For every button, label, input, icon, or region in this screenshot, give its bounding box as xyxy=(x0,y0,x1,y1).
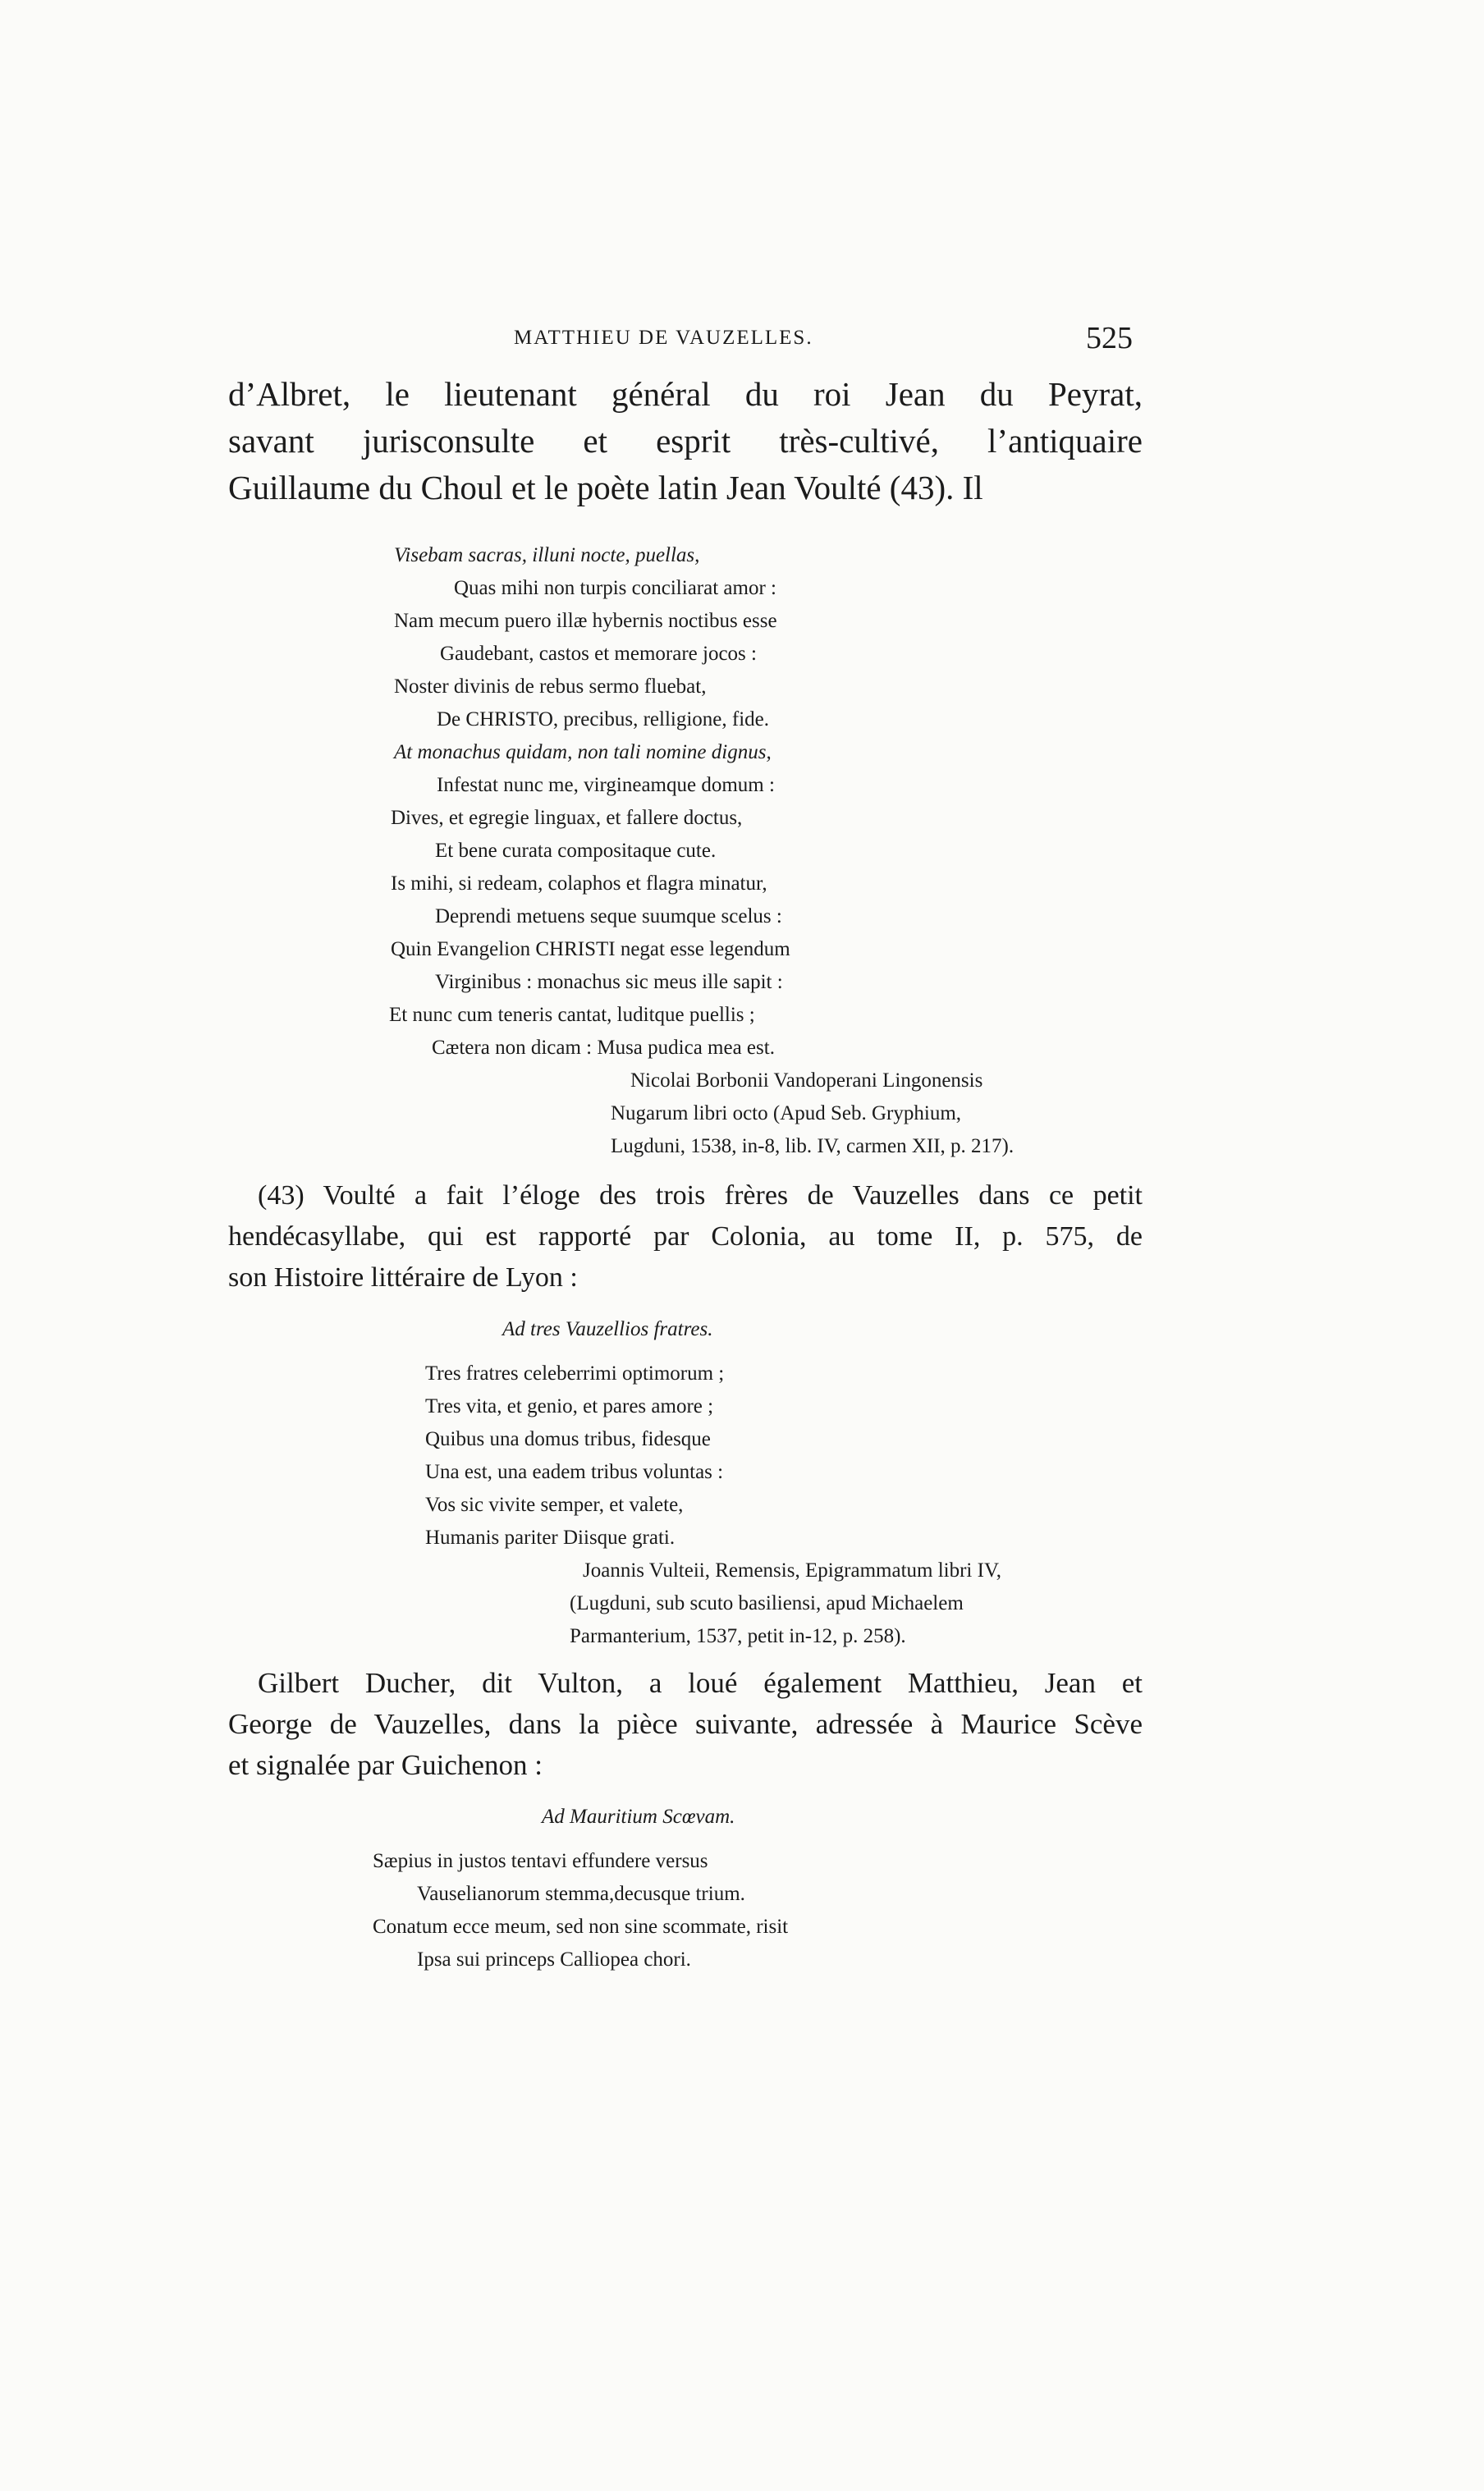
note-43 xyxy=(228,1175,1143,1298)
verse-line: Virginibus : monachus sic meus ille sapit : xyxy=(435,971,783,993)
citation-line: Nugarum libri octo (Apud Seb. Gryphium, xyxy=(611,1102,962,1124)
verse-line: Quin Evangelion CHRISTI negat esse legendum xyxy=(391,938,790,960)
intro-paragraph xyxy=(228,371,1143,511)
paragraph-line: Gilbert Ducher, dit Vulton, a loué également Matthieu, Jean et xyxy=(258,1667,1143,1699)
verse-line: Quibus una domus tribus, fidesque xyxy=(425,1428,711,1450)
citation-line: Joannis Vulteii, Remensis, Epigrammatum libri IV, xyxy=(583,1559,1002,1582)
verse-line: Dives, et egregie linguax, et fallere doctus, xyxy=(391,807,743,829)
verse-line: Tres vita, et genio, et pares amore ; xyxy=(425,1395,714,1417)
verse-line: Cætera non dicam : Musa pudica mea est. xyxy=(432,1037,775,1059)
paragraph-line: d’Albret, le lieutenant général du roi Jean du Peyrat, xyxy=(228,375,1143,413)
citation-line: Lugduni, 1538, in-8, lib. IV, carmen XII, p. 217). xyxy=(611,1135,1015,1157)
verse-line: Nam mecum puero illæ hybernis noctibus esse xyxy=(394,610,777,632)
note-line: hendécasyllabe, qui est rapporté par Colonia, au tome II, p. 575, de xyxy=(228,1221,1143,1252)
paragraph-line: Guillaume du Choul et le poète latin Jean Voulté (43). Il xyxy=(228,469,983,506)
verse-line: Conatum ecce meum, sed non sine scommate, risit xyxy=(373,1916,789,1938)
poem-heading: Ad tres Vauzellios fratres. xyxy=(502,1318,713,1340)
paragraph-line: George de Vauzelles, dans la pièce suivante, adressée à Maurice Scève xyxy=(228,1708,1143,1740)
verse-line: Noster divinis de rebus sermo fluebat, xyxy=(394,675,707,698)
verse-line: Deprendi metuens seque suumque scelus : xyxy=(435,905,782,927)
verse-line: Ipsa sui princeps Calliopea chori. xyxy=(417,1948,691,1971)
verse-line: Is mihi, si redeam, colaphos et flagra minatur, xyxy=(391,872,767,895)
paragraph-line: savant jurisconsulte et esprit très-cultivé, l’antiquaire xyxy=(228,422,1143,460)
note-line: son Histoire littéraire de Lyon : xyxy=(228,1262,578,1293)
verse-line: Una est, una eadem tribus voluntas : xyxy=(425,1461,724,1483)
verse-line: Et bene curata compositaque cute. xyxy=(435,840,717,862)
citation-line: Nicolai Borbonii Vandoperani Lingonensis xyxy=(630,1069,983,1092)
paragraph-line: et signalée par Guichenon : xyxy=(228,1749,543,1781)
page-number: 525 xyxy=(1086,321,1133,355)
verse-line-text: Visebam sacras, illuni nocte, puellas, xyxy=(394,544,700,566)
verse-line: De CHRISTO, precibus, relligione, fide. xyxy=(437,708,770,730)
ducher-paragraph xyxy=(228,1663,1143,1786)
verse-line: Vauselianorum stemma,decusque trium. xyxy=(417,1883,745,1905)
verse-line: Tres fratres celeberrimi optimorum ; xyxy=(425,1362,725,1385)
verse-line: Vos sic vivite semper, et valete, xyxy=(425,1494,684,1516)
running-head xyxy=(230,320,1133,361)
note-line: (43) Voulté a fait l’éloge des trois frères de Vauzelles dans ce petit xyxy=(258,1180,1143,1211)
verse-line: At monachus quidam, non tali nomine dignus, xyxy=(394,741,772,763)
verse-line xyxy=(394,544,699,567)
verse-line: Quas mihi non turpis conciliarat amor : xyxy=(454,577,776,599)
verse-line: Infestat nunc me, virgineamque domum : xyxy=(437,774,775,796)
verse-line: Sæpius in justos tentavi effundere versus xyxy=(373,1850,708,1872)
citation-line: Parmanterium, 1537, petit in-12, p. 258). xyxy=(570,1625,906,1647)
verse-line: Humanis pariter Diisque grati. xyxy=(425,1527,676,1549)
citation-line: (Lugduni, sub scuto basiliensi, apud Michaelem xyxy=(570,1592,964,1614)
poem-heading: Ad Mauritium Scœvam. xyxy=(542,1806,735,1828)
verse-line: Et nunc cum teneris cantat, luditque puellis ; xyxy=(389,1004,755,1026)
running-title: MATTHIEU DE VAUZELLES. xyxy=(514,327,813,349)
verse-line: Gaudebant, castos et memorare jocos : xyxy=(440,643,757,665)
